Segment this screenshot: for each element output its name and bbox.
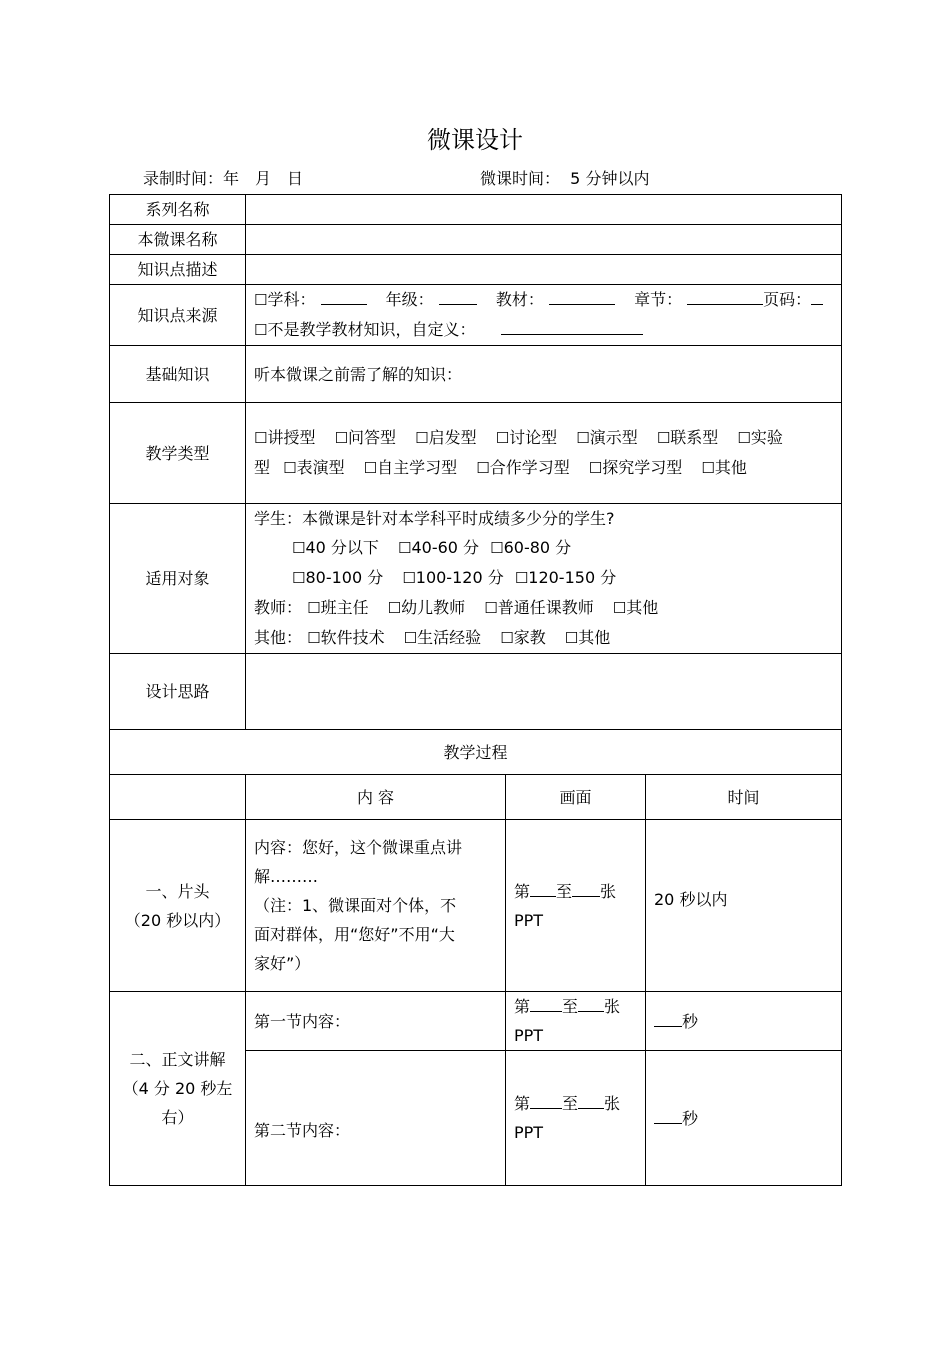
section1-content-line: 家好”）: [254, 954, 311, 973]
type-checkbox[interactable]: [496, 428, 509, 447]
screen-to-blank[interactable]: [578, 997, 604, 1012]
screen-mid: 至: [556, 881, 573, 901]
teacher-label: 教师：: [254, 598, 303, 617]
screen-prefix: 第: [514, 997, 531, 1016]
page-blank[interactable]: [811, 290, 823, 305]
screen-from-blank[interactable]: [530, 1094, 562, 1109]
other-option: 软件技术: [320, 628, 385, 647]
type-checkbox[interactable]: [737, 428, 750, 447]
type-option: 问答型: [348, 428, 397, 447]
page-title: 微课设计: [427, 126, 523, 154]
type-option: 启发型: [428, 428, 477, 447]
part2-content-cell[interactable]: [246, 1051, 506, 1186]
seconds-unit: 秒: [682, 1108, 699, 1128]
section2-duration-tail: 右）: [161, 1108, 194, 1127]
screen-prefix: 第: [514, 1094, 531, 1113]
process-heading: 教学过程: [110, 730, 842, 775]
design-field[interactable]: [246, 654, 842, 730]
type-option-tail: 型: [254, 458, 271, 477]
section1-time: 20 秒以内: [654, 890, 728, 909]
part2-seconds-blank[interactable]: [654, 1109, 682, 1124]
screen-to-blank[interactable]: [572, 882, 600, 897]
design-label: 设计思路: [110, 654, 246, 730]
part1-label: 第一节内容：: [254, 1011, 351, 1031]
type-option: 讨论型: [509, 428, 558, 447]
grade-label: 年级：: [385, 290, 434, 309]
section2-label: [110, 992, 246, 1186]
teacher-option: 幼儿教师: [401, 598, 466, 617]
teacher-checkbox[interactable]: [613, 598, 626, 617]
type-checkbox[interactable]: [335, 428, 348, 447]
teacher-checkbox[interactable]: [388, 598, 401, 617]
kp-source-cell: [246, 285, 842, 346]
other-option: 家教: [513, 628, 546, 647]
type-checkbox[interactable]: [476, 458, 489, 477]
other-checkbox[interactable]: [500, 628, 513, 647]
type-checkbox[interactable]: [701, 458, 714, 477]
type-option: 合作学习型: [489, 458, 570, 477]
score-option: 40-60 分: [411, 538, 480, 557]
textbook-label: 教材：: [495, 290, 544, 309]
design-form-table: [109, 194, 842, 1186]
type-option: 演示型: [589, 428, 638, 447]
screen-from-blank[interactable]: [530, 882, 556, 897]
section1-screen-cell: [506, 820, 646, 992]
score-option: 60-80 分: [503, 538, 572, 557]
other-option: 其他: [578, 628, 611, 647]
other-checkbox[interactable]: [565, 628, 578, 647]
type-checkbox[interactable]: [364, 458, 377, 477]
screen-suffix: 张: [604, 997, 621, 1016]
custom-label: 不是教学教材知识，自定义：: [267, 320, 476, 339]
course-time: 微课时间： 5 分钟以内: [480, 169, 650, 188]
textbook-blank[interactable]: [549, 290, 615, 305]
teacher-option: 班主任: [320, 598, 369, 617]
col-content-header: 内 容: [246, 775, 506, 820]
score-checkbox[interactable]: [398, 538, 411, 557]
type-option: 其他: [714, 458, 747, 477]
type-option: 联系型: [670, 428, 719, 447]
section1-title: 一、片头: [145, 881, 210, 901]
teacher-option: 其他: [626, 598, 659, 617]
section1-label: [110, 820, 246, 992]
series-name-field[interactable]: [246, 195, 842, 225]
screen-ppt: PPT: [514, 1123, 544, 1142]
type-checkbox[interactable]: [576, 428, 589, 447]
type-checkbox[interactable]: [415, 428, 428, 447]
col-time-header: 时间: [646, 775, 842, 820]
audience-question: 学生：本微课是针对本学科平时成绩多少分的学生?: [254, 509, 615, 528]
types-label: 教学类型: [110, 403, 246, 504]
basic-label: 基础知识: [110, 346, 246, 403]
screen-suffix: 张: [604, 1094, 621, 1113]
process-blank-header: [110, 775, 246, 820]
col-screen-header: 画面: [506, 775, 646, 820]
type-option: 讲授型: [267, 428, 316, 447]
other-label: 其他：: [254, 628, 303, 647]
course-name-label: 本微课名称: [110, 225, 246, 255]
audience-cell: [246, 504, 842, 654]
type-checkbox[interactable]: [283, 458, 296, 477]
section1-duration: （20 秒以内）: [124, 910, 231, 930]
type-option: 探究学习型: [602, 458, 683, 477]
part1-time-cell: [646, 992, 842, 1051]
score-option: 40 分以下: [305, 538, 379, 557]
basic-text: 听本微课之前需了解的知识：: [254, 364, 463, 384]
screen-mid: 至: [562, 997, 579, 1016]
screen-prefix: 第: [514, 881, 531, 901]
section1-content-line: 内容：您好，这个微课重点讲: [254, 838, 463, 857]
types-cell: [246, 403, 842, 504]
score-checkbox[interactable]: [292, 538, 305, 557]
score-option: 80-100 分: [305, 568, 384, 587]
section1-content-line: 面对群体，用“您好”不用“大: [254, 925, 455, 944]
section1-content-line: 解………: [254, 867, 319, 886]
teacher-option: 普通任课教师: [497, 598, 594, 617]
part1-content-cell[interactable]: [246, 992, 506, 1051]
other-checkbox[interactable]: [307, 628, 320, 647]
screen-ppt: PPT: [514, 1026, 544, 1045]
score-checkbox[interactable]: [292, 568, 305, 587]
type-option: 表演型: [296, 458, 345, 477]
subject-checkbox[interactable]: [254, 290, 267, 309]
kp-source-label: 知识点来源: [110, 285, 246, 346]
seconds-unit: 秒: [682, 1011, 699, 1031]
type-option: 自主学习型: [377, 458, 458, 477]
custom-blank[interactable]: [501, 320, 643, 335]
section1-time-cell: [646, 820, 842, 992]
chapter-label: 章节：: [634, 290, 683, 309]
grade-blank[interactable]: [439, 290, 477, 305]
score-checkbox[interactable]: [490, 538, 503, 557]
part1-screen-cell: [506, 992, 646, 1051]
screen-suffix: 张: [600, 881, 617, 901]
other-checkbox[interactable]: [404, 628, 417, 647]
other-option: 生活经验: [417, 628, 482, 647]
kp-desc-label: 知识点描述: [110, 255, 246, 285]
screen-from-blank[interactable]: [530, 997, 562, 1012]
screen-mid: 至: [562, 1094, 579, 1113]
type-checkbox[interactable]: [657, 428, 670, 447]
teacher-checkbox[interactable]: [307, 598, 320, 617]
section1-content-line: （注：1、微课面对个体，不: [254, 896, 457, 915]
part2-label: 第二节内容：: [254, 1120, 351, 1140]
subject-label: 学科：: [267, 290, 316, 309]
teacher-checkbox[interactable]: [484, 598, 497, 617]
type-checkbox[interactable]: [254, 428, 267, 447]
type-option: 实验: [750, 428, 783, 447]
section2-title: 二、正文讲解: [129, 1050, 226, 1069]
audience-label: 适用对象: [110, 504, 246, 654]
section2-duration: （4 分 20 秒左: [122, 1079, 233, 1098]
part2-screen-cell: [506, 1051, 646, 1186]
score-option: 120-150 分: [528, 568, 617, 587]
page-label: 页码：: [763, 290, 812, 309]
record-time: 录制时间：年 月 日: [143, 169, 304, 188]
basic-cell[interactable]: [246, 346, 842, 403]
chapter-blank[interactable]: [687, 290, 763, 305]
part1-seconds-blank[interactable]: [654, 1012, 682, 1027]
type-checkbox[interactable]: [589, 458, 602, 477]
kp-desc-field[interactable]: [246, 255, 842, 285]
score-checkbox[interactable]: [402, 568, 415, 587]
score-option: 100-120 分: [415, 568, 504, 587]
custom-checkbox[interactable]: [254, 320, 267, 339]
screen-ppt: PPT: [514, 910, 544, 930]
course-name-field[interactable]: [246, 225, 842, 255]
part2-time-cell: [646, 1051, 842, 1186]
score-checkbox[interactable]: [515, 568, 528, 587]
series-name-label: 系列名称: [110, 195, 246, 225]
section1-content-cell[interactable]: [246, 820, 506, 992]
screen-to-blank[interactable]: [578, 1094, 604, 1109]
subject-blank[interactable]: [321, 290, 367, 305]
